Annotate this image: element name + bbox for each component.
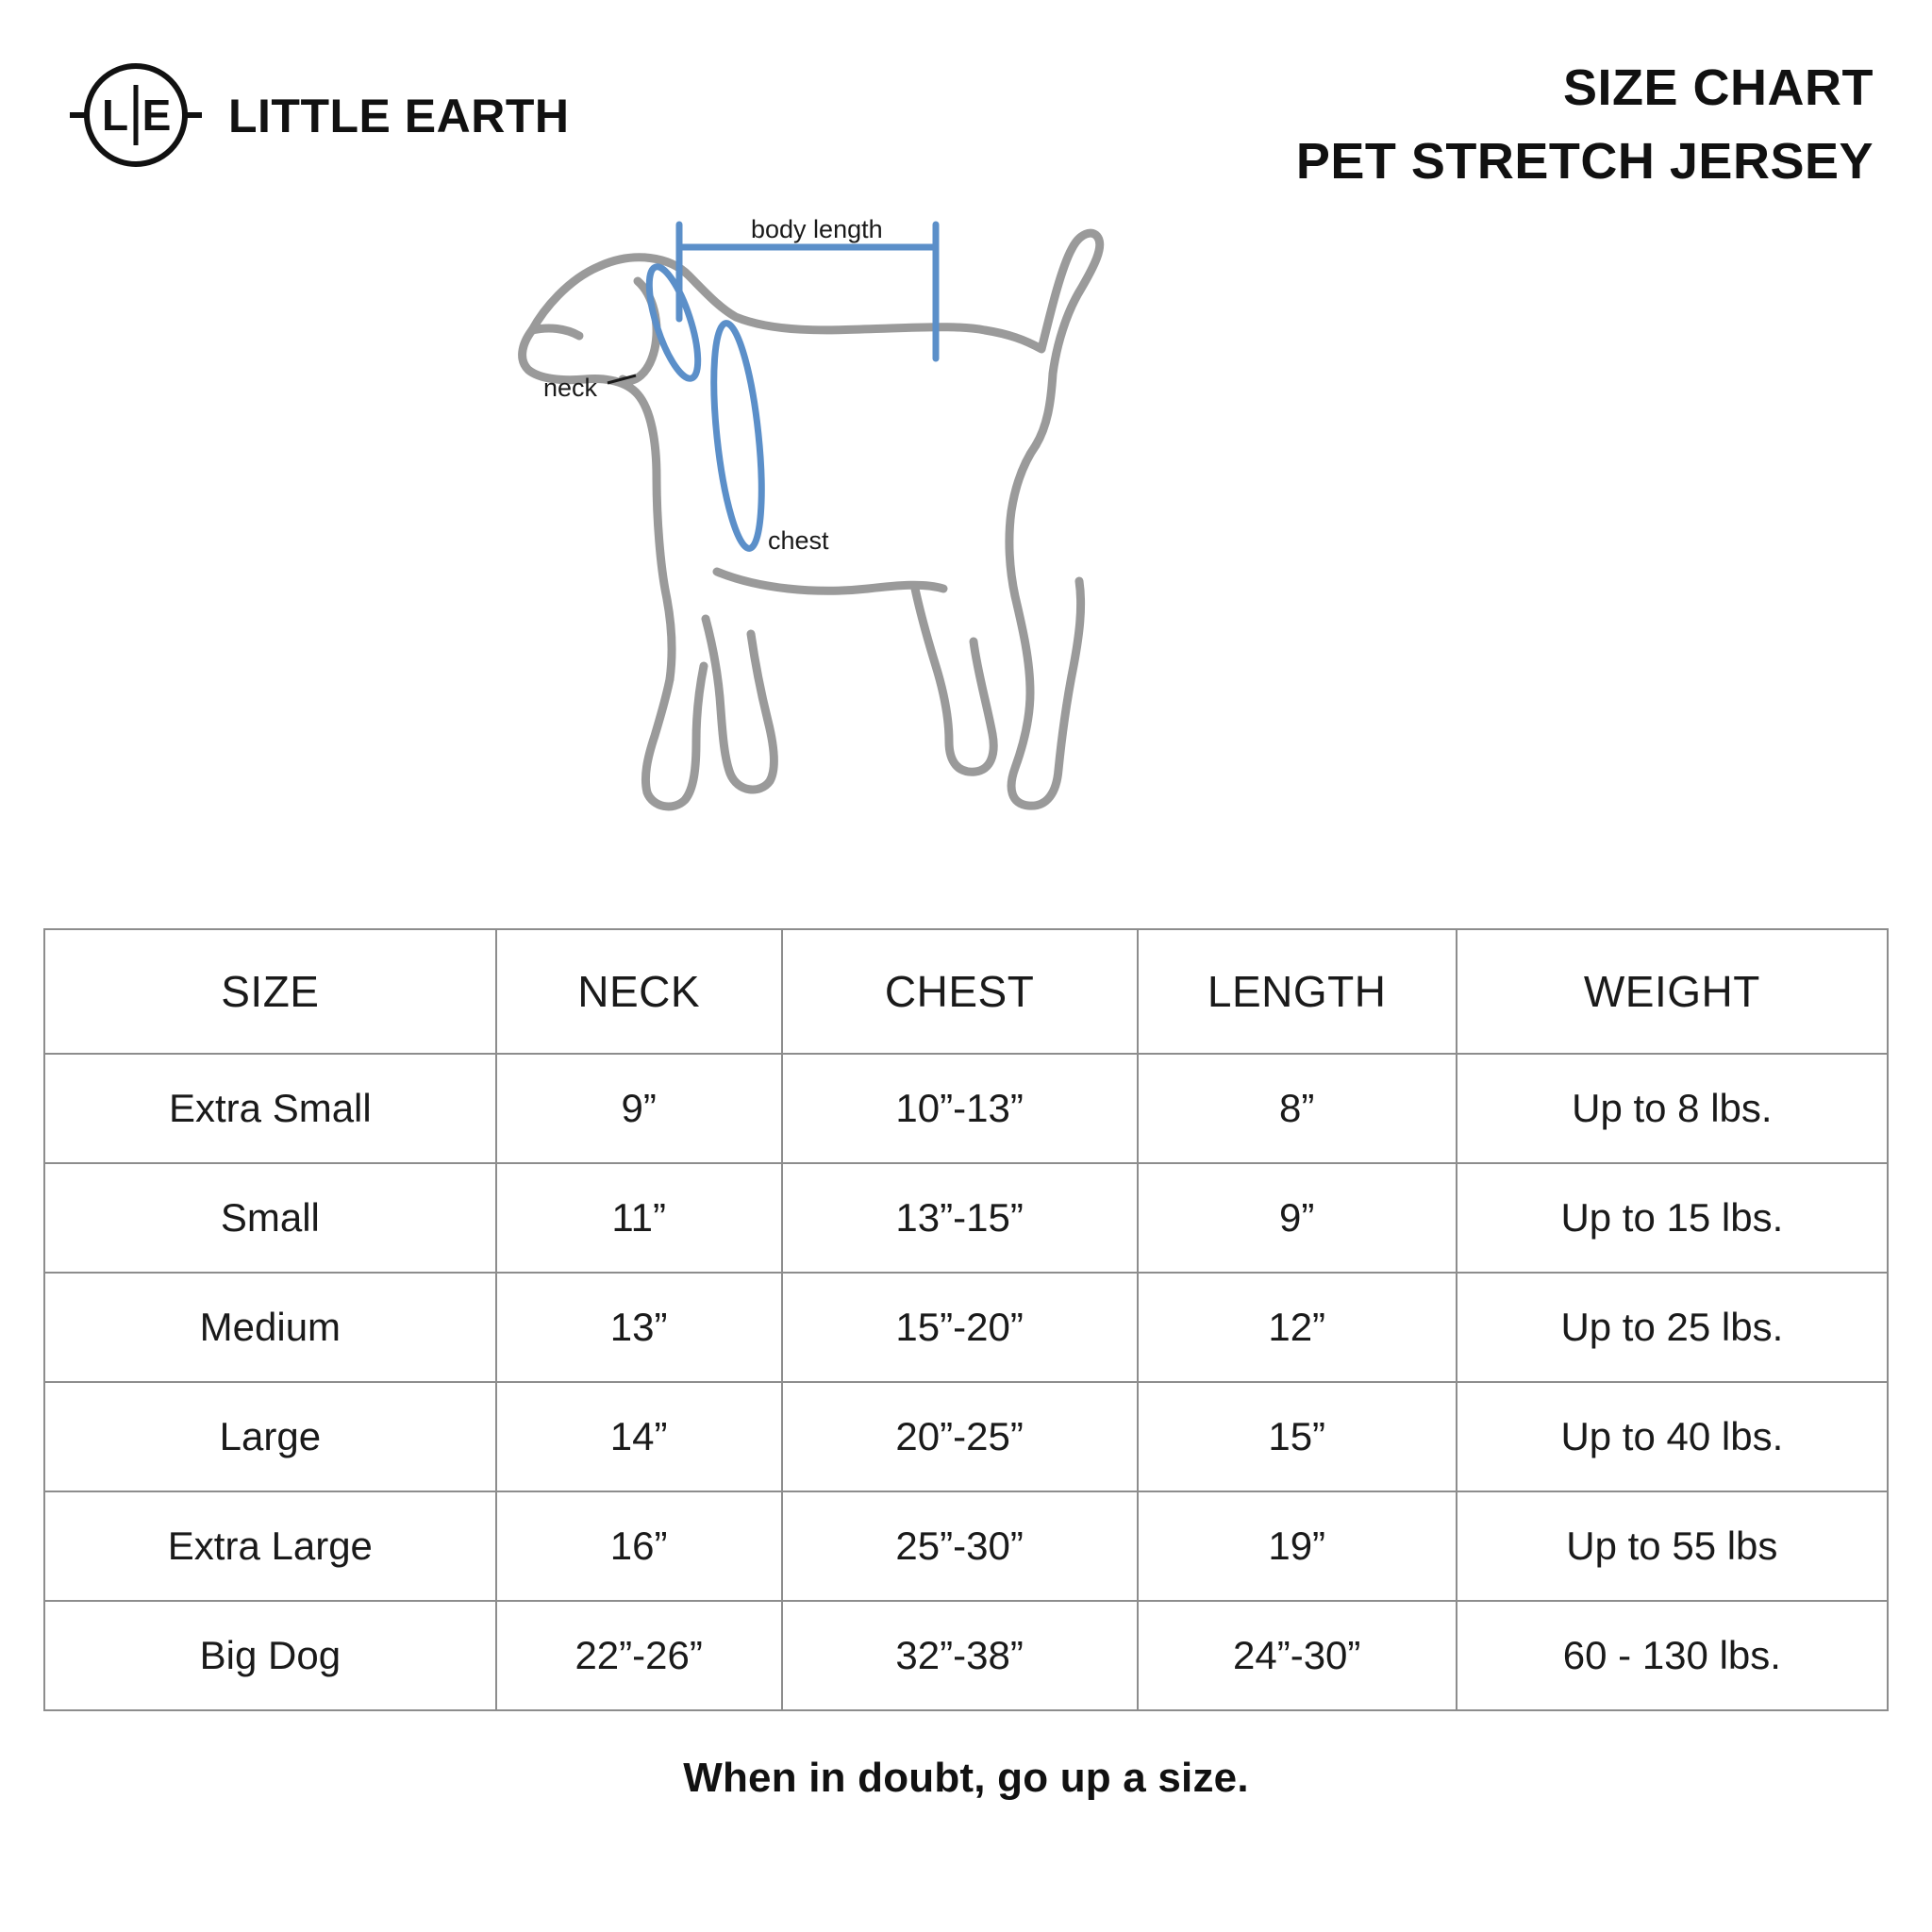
cell-neck: 14” [496,1382,782,1491]
cell-chest: 13”-15” [782,1163,1138,1273]
brand-name: LITTLE EARTH [228,89,570,142]
table-row [44,1601,1888,1710]
dog-measurement-diagram-icon [42,208,1890,924]
size-table [43,928,1889,1711]
column-header-neck: NECK [496,929,782,1054]
cell-length: 19” [1138,1491,1457,1601]
cell-weight: Up to 55 lbs [1457,1491,1888,1601]
cell-neck: 22”-26” [496,1601,782,1710]
cell-length: 15” [1138,1382,1457,1491]
cell-length: 9” [1138,1163,1457,1273]
table-row [44,1491,1888,1601]
cell-neck: 13” [496,1273,782,1382]
label-body-length: body length [751,215,883,243]
brand-lockup [42,38,570,175]
column-header-chest: CHEST [782,929,1138,1054]
cell-neck: 9” [496,1054,782,1163]
cell-length: 8” [1138,1054,1457,1163]
column-header-size: SIZE [44,929,496,1054]
cell-chest: 20”-25” [782,1382,1138,1491]
table-row [44,1163,1888,1273]
cell-size: Extra Small [44,1054,496,1163]
cell-chest: 25”-30” [782,1491,1138,1601]
cell-chest: 10”-13” [782,1054,1138,1163]
label-chest: chest [768,526,829,555]
column-header-weight: WEIGHT [1457,929,1888,1054]
cell-size: Medium [44,1273,496,1382]
cell-weight: Up to 15 lbs. [1457,1163,1888,1273]
cell-chest: 32”-38” [782,1601,1138,1710]
cell-chest: 15”-20” [782,1273,1138,1382]
cell-weight: Up to 40 lbs. [1457,1382,1888,1491]
page-title: SIZE CHART [1563,59,1874,116]
cell-weight: Up to 8 lbs. [1457,1054,1888,1163]
cell-length: 12” [1138,1273,1457,1382]
cell-weight: 60 - 130 lbs. [1457,1601,1888,1710]
svg-text:E: E [142,91,172,140]
cell-size: Large [44,1382,496,1491]
label-neck: neck [543,374,598,402]
svg-text:L: L [101,91,129,140]
cell-neck: 11” [496,1163,782,1273]
little-earth-circle-logo-icon [60,57,211,175]
table-row [44,1054,1888,1163]
title-block [1296,38,1890,192]
size-table-container [42,928,1890,1711]
cell-size: Extra Large [44,1491,496,1601]
column-header-length: LENGTH [1138,929,1457,1054]
cell-size: Small [44,1163,496,1273]
table-row [44,1382,1888,1491]
table-row [44,1273,1888,1382]
cell-length: 24”-30” [1138,1601,1457,1710]
table-header-row [44,929,1888,1054]
page-subtitle: PET STRETCH JERSEY [1295,132,1874,190]
cell-size: Big Dog [44,1601,496,1710]
cell-weight: Up to 25 lbs. [1457,1273,1888,1382]
cell-neck: 16” [496,1491,782,1601]
footer-note: When in doubt, go up a size. [683,1755,1249,1801]
header [42,38,1890,198]
